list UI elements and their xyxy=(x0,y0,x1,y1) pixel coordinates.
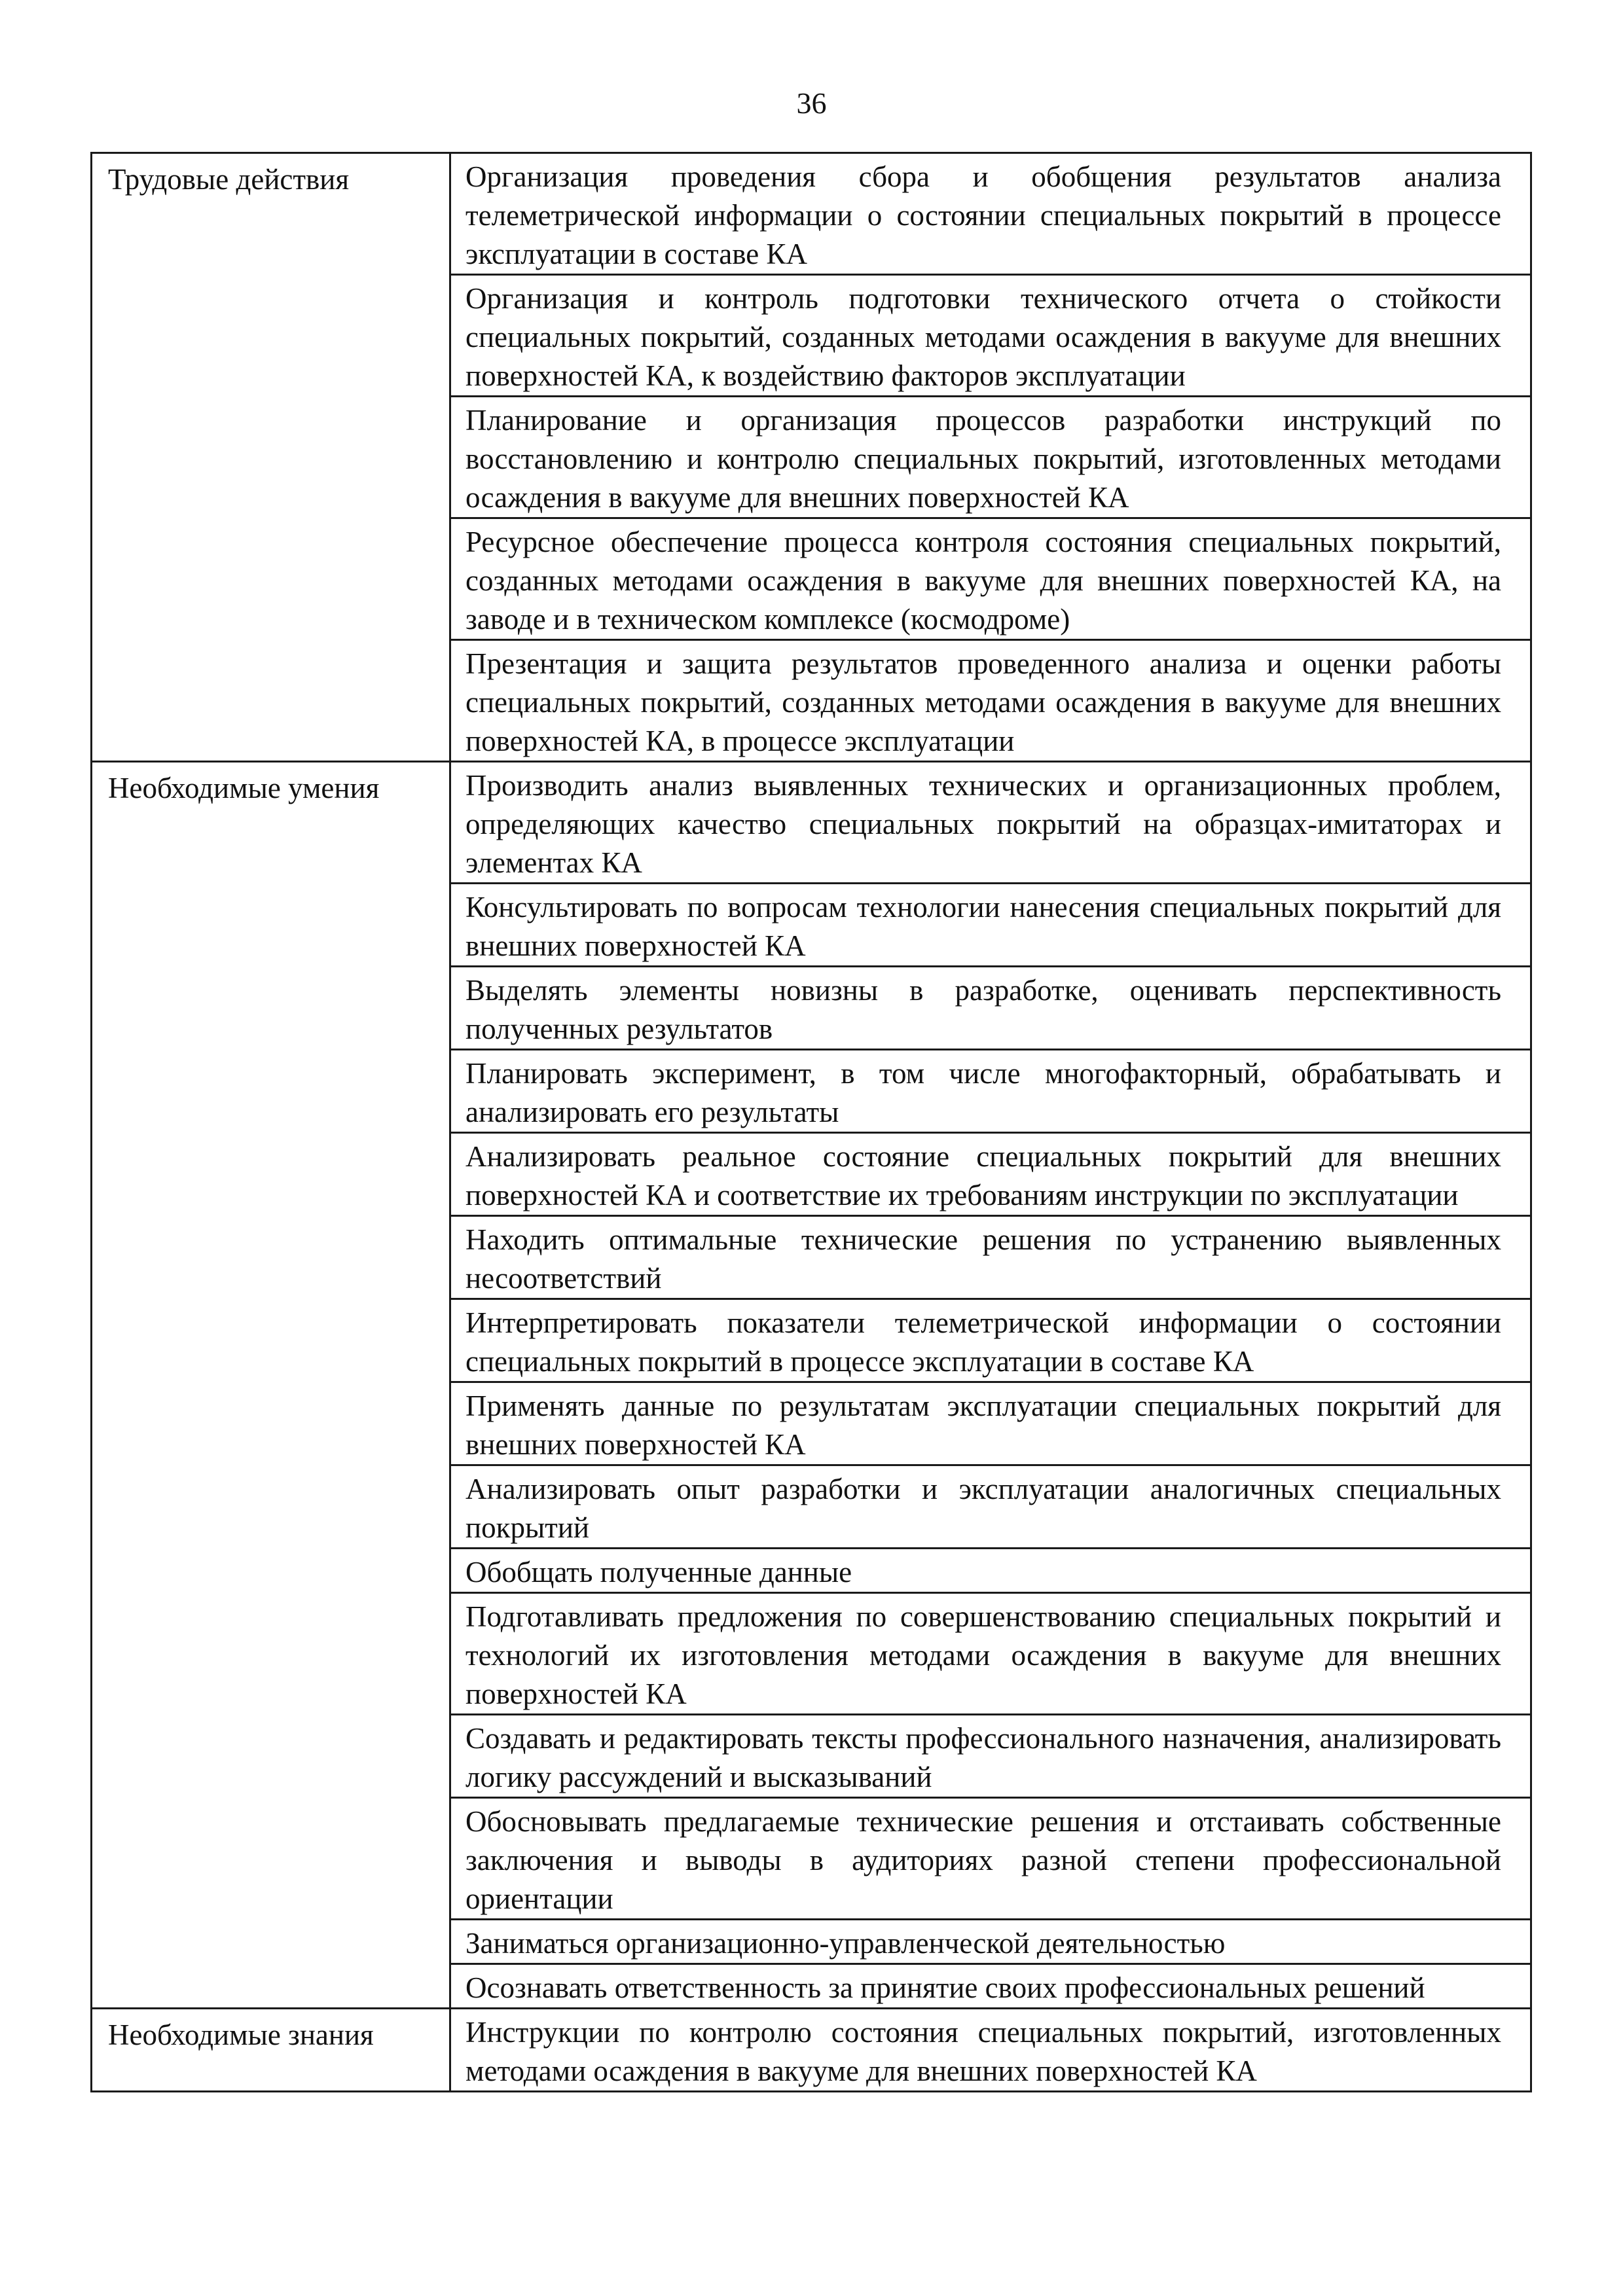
table-cell: Анализировать опыт разработки и эксплуатации аналогичных специальных покрытий xyxy=(450,1465,1531,1549)
table-cell: Инструкции по контролю состояния специальных покрытий, изготовленных методами осаждения в вакууме для внешних поверхностей КА xyxy=(450,2009,1531,2092)
table-row xyxy=(92,762,1531,884)
table-cell: Интерпретировать показатели телеметрической информации о состоянии специальных покрытий в процессе эксплуатации в составе КА xyxy=(450,1299,1531,1382)
table-cell: Ресурсное обеспечение процесса контроля состояния специальных покрытий, созданных методами осаждения в вакууме для внешних поверхностей КА, на заводе и в техническом комплексе (космодроме) xyxy=(450,518,1531,640)
section-label-required-skills: Необходимые умения xyxy=(92,762,450,2009)
table-cell: Планирование и организация процессов разработки инструкций по восстановлению и контролю специальных покрытий, изготовленных методами осаждения в вакууме для внешних поверхностей КА xyxy=(450,397,1531,518)
table-cell: Выделять элементы новизны в разработке, оценивать перспективность полученных результатов xyxy=(450,967,1531,1050)
table-cell: Организация и контроль подготовки технического отчета о стойкости специальных покрытий, созданных методами осаждения в вакууме для внешних поверхностей КА, к воздействию факторов эксплуатации xyxy=(450,275,1531,397)
section-label-labor-actions: Трудовые действия xyxy=(92,153,450,762)
table-row xyxy=(92,2009,1531,2092)
section-label-required-knowledge: Необходимые знания xyxy=(92,2009,450,2092)
table-row xyxy=(92,153,1531,275)
table-cell: Производить анализ выявленных технических и организационных проблем, определяющих качество специальных покрытий на образцах-имитаторах и элементах КА xyxy=(450,762,1531,884)
table-cell: Консультировать по вопросам технологии нанесения специальных покрытий для внешних поверхностей КА xyxy=(450,884,1531,967)
table-cell: Создавать и редактировать тексты профессионального назначения, анализировать логику рассуждений и высказываний xyxy=(450,1715,1531,1798)
table-cell: Обобщать полученные данные xyxy=(450,1549,1531,1593)
table-cell: Планировать эксперимент, в том числе многофакторный, обрабатывать и анализировать его результаты xyxy=(450,1050,1531,1133)
page-number: 36 xyxy=(796,86,827,120)
table-cell: Презентация и защита результатов проведенного анализа и оценки работы специальных покрытий, созданных методами осаждения в вакууме для внешних поверхностей КА, в процессе эксплуатации xyxy=(450,640,1531,762)
table-cell: Обосновывать предлагаемые технические решения и отстаивать собственные заключения и выводы в аудиториях разной степени профессиональной ориентации xyxy=(450,1798,1531,1920)
table-cell: Осознавать ответственность за принятие своих профессиональных решений xyxy=(450,1964,1531,2009)
table-cell: Применять данные по результатам эксплуатации специальных покрытий для внешних поверхностей КА xyxy=(450,1382,1531,1465)
table-cell: Заниматься организационно-управленческой деятельностью xyxy=(450,1920,1531,1964)
table-cell: Подготавливать предложения по совершенствованию специальных покрытий и технологий их изготовления методами осаждения в вакууме для внешних поверхностей КА xyxy=(450,1593,1531,1715)
competency-table xyxy=(90,152,1532,2092)
table-cell: Находить оптимальные технические решения по устранению выявленных несоответствий xyxy=(450,1216,1531,1299)
table-cell: Организация проведения сбора и обобщения результатов анализа телеметрической информации о состоянии специальных покрытий в процессе эксплуатации в составе КА xyxy=(450,153,1531,275)
table-cell: Анализировать реальное состояние специальных покрытий для внешних поверхностей КА и соответствие их требованиям инструкции по эксплуатации xyxy=(450,1133,1531,1216)
